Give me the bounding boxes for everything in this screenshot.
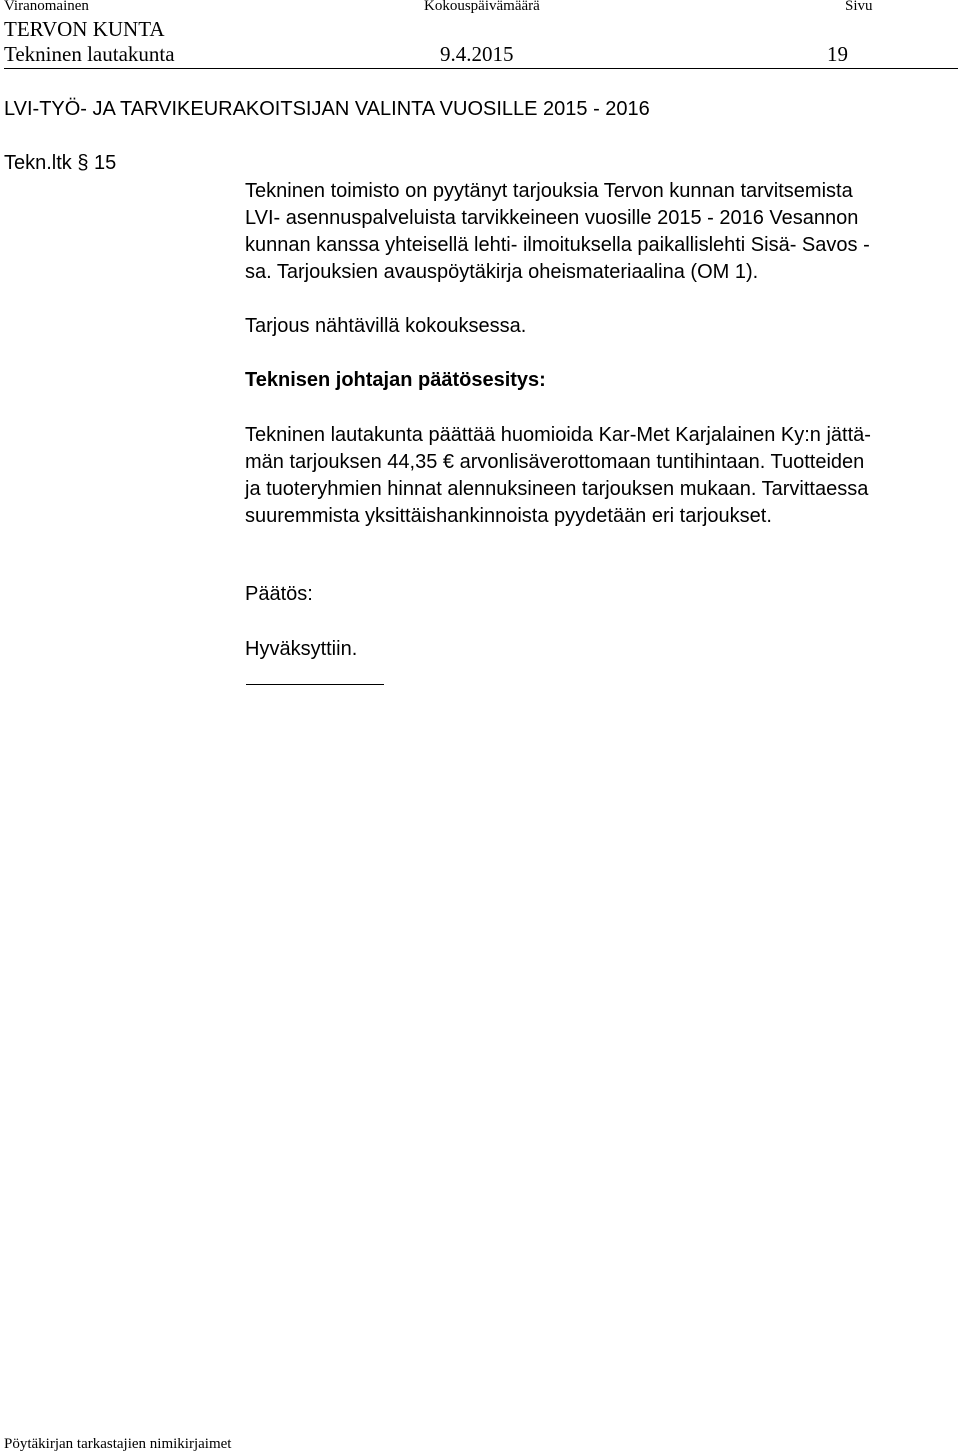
proposal-line: ja tuoteryhmien hinnat alennuksineen tarjouksen mukaan. Tarvittaessa bbox=[245, 478, 869, 500]
decision-text: Hyväksyttiin. bbox=[245, 638, 358, 660]
organization-name: TERVON KUNTA bbox=[4, 17, 165, 41]
decision-end-rule bbox=[246, 684, 384, 685]
header-meeting-date-label: Kokouspäivämäärä bbox=[424, 0, 540, 14]
intro-line: sa. Tarjouksien avauspöytäkirja oheismateriaalina (OM 1). bbox=[245, 261, 759, 283]
intro-line: kunnan kanssa yhteisellä lehti- ilmoituksella paikallislehti Sisä- Savos - bbox=[245, 234, 870, 256]
header-authority-label: Viranomainen bbox=[4, 0, 89, 14]
proposal-heading: Teknisen johtajan päätösesitys: bbox=[245, 369, 546, 391]
header-divider bbox=[4, 68, 958, 69]
committee-name: Tekninen lautakunta bbox=[4, 42, 175, 66]
intro-line: Tekninen toimisto on pyytänyt tarjouksia Tervon kunnan tarvitsemista bbox=[245, 180, 853, 202]
signature-label: Pöytäkirjan tarkastajien nimikirjaimet bbox=[4, 1436, 232, 1452]
intro-paragraph bbox=[245, 178, 955, 286]
decision-heading: Päätös: bbox=[245, 583, 313, 605]
proposal-line: Tekninen lautakunta päättää huomioida Kar-Met Karjalainen Ky:n jättä- bbox=[245, 424, 871, 446]
intro-line: LVI- asennuspalveluista tarvikkeineen vuosille 2015 - 2016 Vesannon bbox=[245, 207, 859, 229]
proposal-paragraph bbox=[245, 422, 955, 530]
offer-note: Tarjous nähtävillä kokouksessa. bbox=[245, 315, 527, 337]
section-reference: Tekn.ltk § 15 bbox=[4, 152, 117, 174]
document-title: LVI-TYÖ- JA TARVIKEURAKOITSIJAN VALINTA VUOSILLE 2015 - 2016 bbox=[4, 98, 650, 120]
page-number: 19 bbox=[827, 42, 848, 66]
proposal-line: suuremmista yksittäishankinnoista pyydetään eri tarjoukset. bbox=[245, 505, 772, 527]
meeting-date: 9.4.2015 bbox=[440, 42, 514, 66]
header-page-label: Sivu bbox=[845, 0, 873, 14]
proposal-line: män tarjouksen 44,35 € arvonlisäverottomaan tuntihintaan. Tuotteiden bbox=[245, 451, 865, 473]
